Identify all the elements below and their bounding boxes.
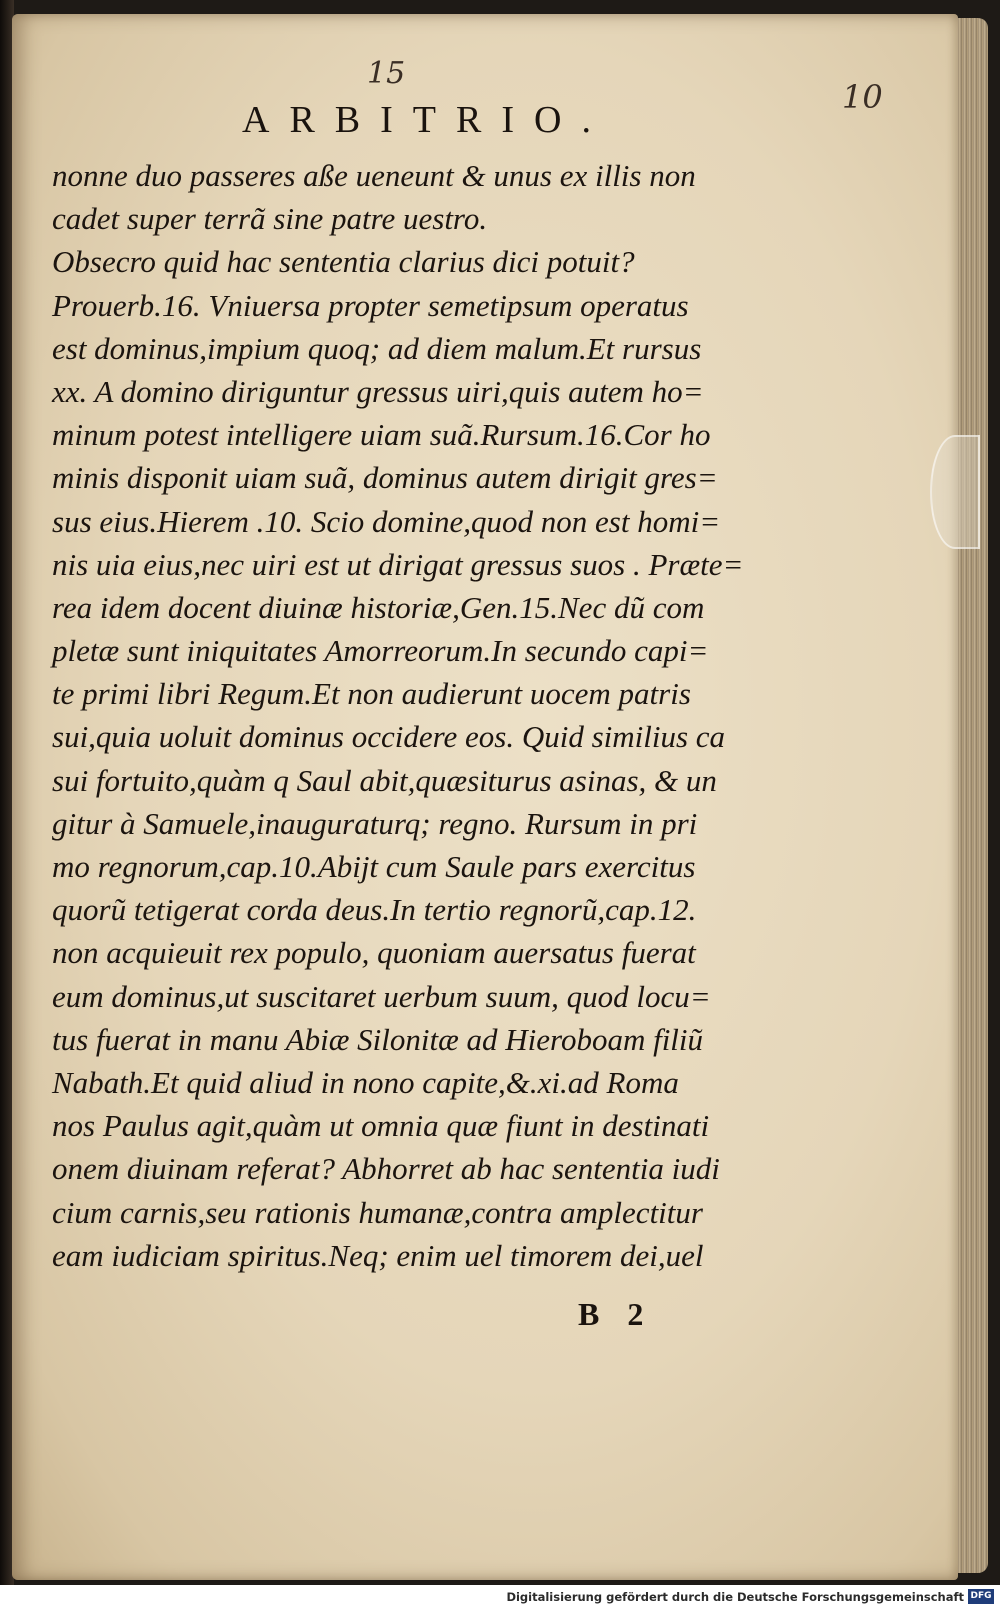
- text-line: mo regnorum,cap.10.Abijt cum Saule pars exercitus: [52, 849, 696, 884]
- text-line: nonne duo passeres aße ueneunt & unus ex illis non: [52, 158, 696, 193]
- page-clip-tab: [930, 435, 980, 549]
- text-line: rea idem docent diuinæ historiæ,Gen.15.Nec dũ com: [52, 589, 705, 625]
- text-line: non acquieuit rex populo, quoniam auersatus fuerat: [52, 935, 696, 971]
- text-line: sui fortuito,quàm q Saul abit,quæsiturus asinas, & un: [52, 762, 717, 798]
- text-line: te primi libri Regum.Et non audierunt uocem patris: [52, 676, 691, 712]
- text-line: est dominus,impium quoq; ad diem malum.Et rursus: [52, 330, 702, 366]
- text-line: nis uia eius,nec uiri est ut dirigat gressus suos . Præte=: [52, 546, 744, 582]
- running-header: ARBITRIO.: [242, 99, 611, 141]
- text-line: Nabath.Et quid aliud in nono capite,&.xi.ad Roma: [52, 1064, 679, 1100]
- handwritten-folio-corner: 10: [842, 78, 883, 116]
- text-line: pletæ sunt iniquitates Amorreorum.In secundo capi=: [52, 633, 709, 669]
- funding-credit: Digitalisierung gefördert durch die Deutsche Forschungsgemeinschaft: [506, 1590, 964, 1604]
- book-page: [12, 14, 958, 1580]
- text-line: quorũ tetigerat corda deus.In tertio regnorũ,cap.12.: [52, 892, 697, 928]
- body-text: [52, 154, 772, 1277]
- credit-footer: [0, 1585, 1000, 1609]
- text-line: eam iudiciam spiritus.Neq; enim uel timorem dei,uel: [52, 1237, 704, 1273]
- text-line: Obsecro quid hac sententia clarius dici potuit?: [52, 244, 635, 280]
- handwritten-folio-top: 15: [367, 56, 406, 91]
- text-line: xx. A domino diriguntur gressus uiri,quis autem ho=: [52, 373, 704, 409]
- text-line: sus eius.Hierem .10. Scio domine,quod non est homi=: [52, 503, 721, 539]
- text-line: gitur à Samuele,inauguraturq; regno. Rursum in pri: [52, 805, 698, 841]
- text-line: Prouerb.16. Vniuersa propter semetipsum operatus: [52, 287, 689, 323]
- text-line: minum potest intelligere uiam suã.Rursum.16.Cor ho: [52, 417, 711, 453]
- text-line: minis disponit uiam suã, dominus autem dirigit gres=: [52, 460, 718, 496]
- text-line: nos Paulus agit,quàm ut omnia quæ fiunt in destinati: [52, 1108, 710, 1144]
- text-line: cadet super terrã sine patre uestro.: [52, 201, 488, 237]
- dfg-logo-icon: DFG: [968, 1589, 994, 1604]
- text-line: eum dominus,ut suscitaret uerbum suum, quod locu=: [52, 978, 711, 1014]
- text-line: sui,quia uoluit dominus occidere eos. Quid similius ca: [52, 719, 726, 755]
- text-line: onem diuinam referat? Abhorret ab hac sententia iudi: [52, 1151, 720, 1187]
- text-line: tus fuerat in manu Abiæ Silonitæ ad Hieroboam filiũ: [52, 1021, 704, 1057]
- text-line: cium carnis,seu rationis humanæ,contra amplectitur: [52, 1194, 703, 1230]
- signature-mark: B 2: [578, 1296, 654, 1332]
